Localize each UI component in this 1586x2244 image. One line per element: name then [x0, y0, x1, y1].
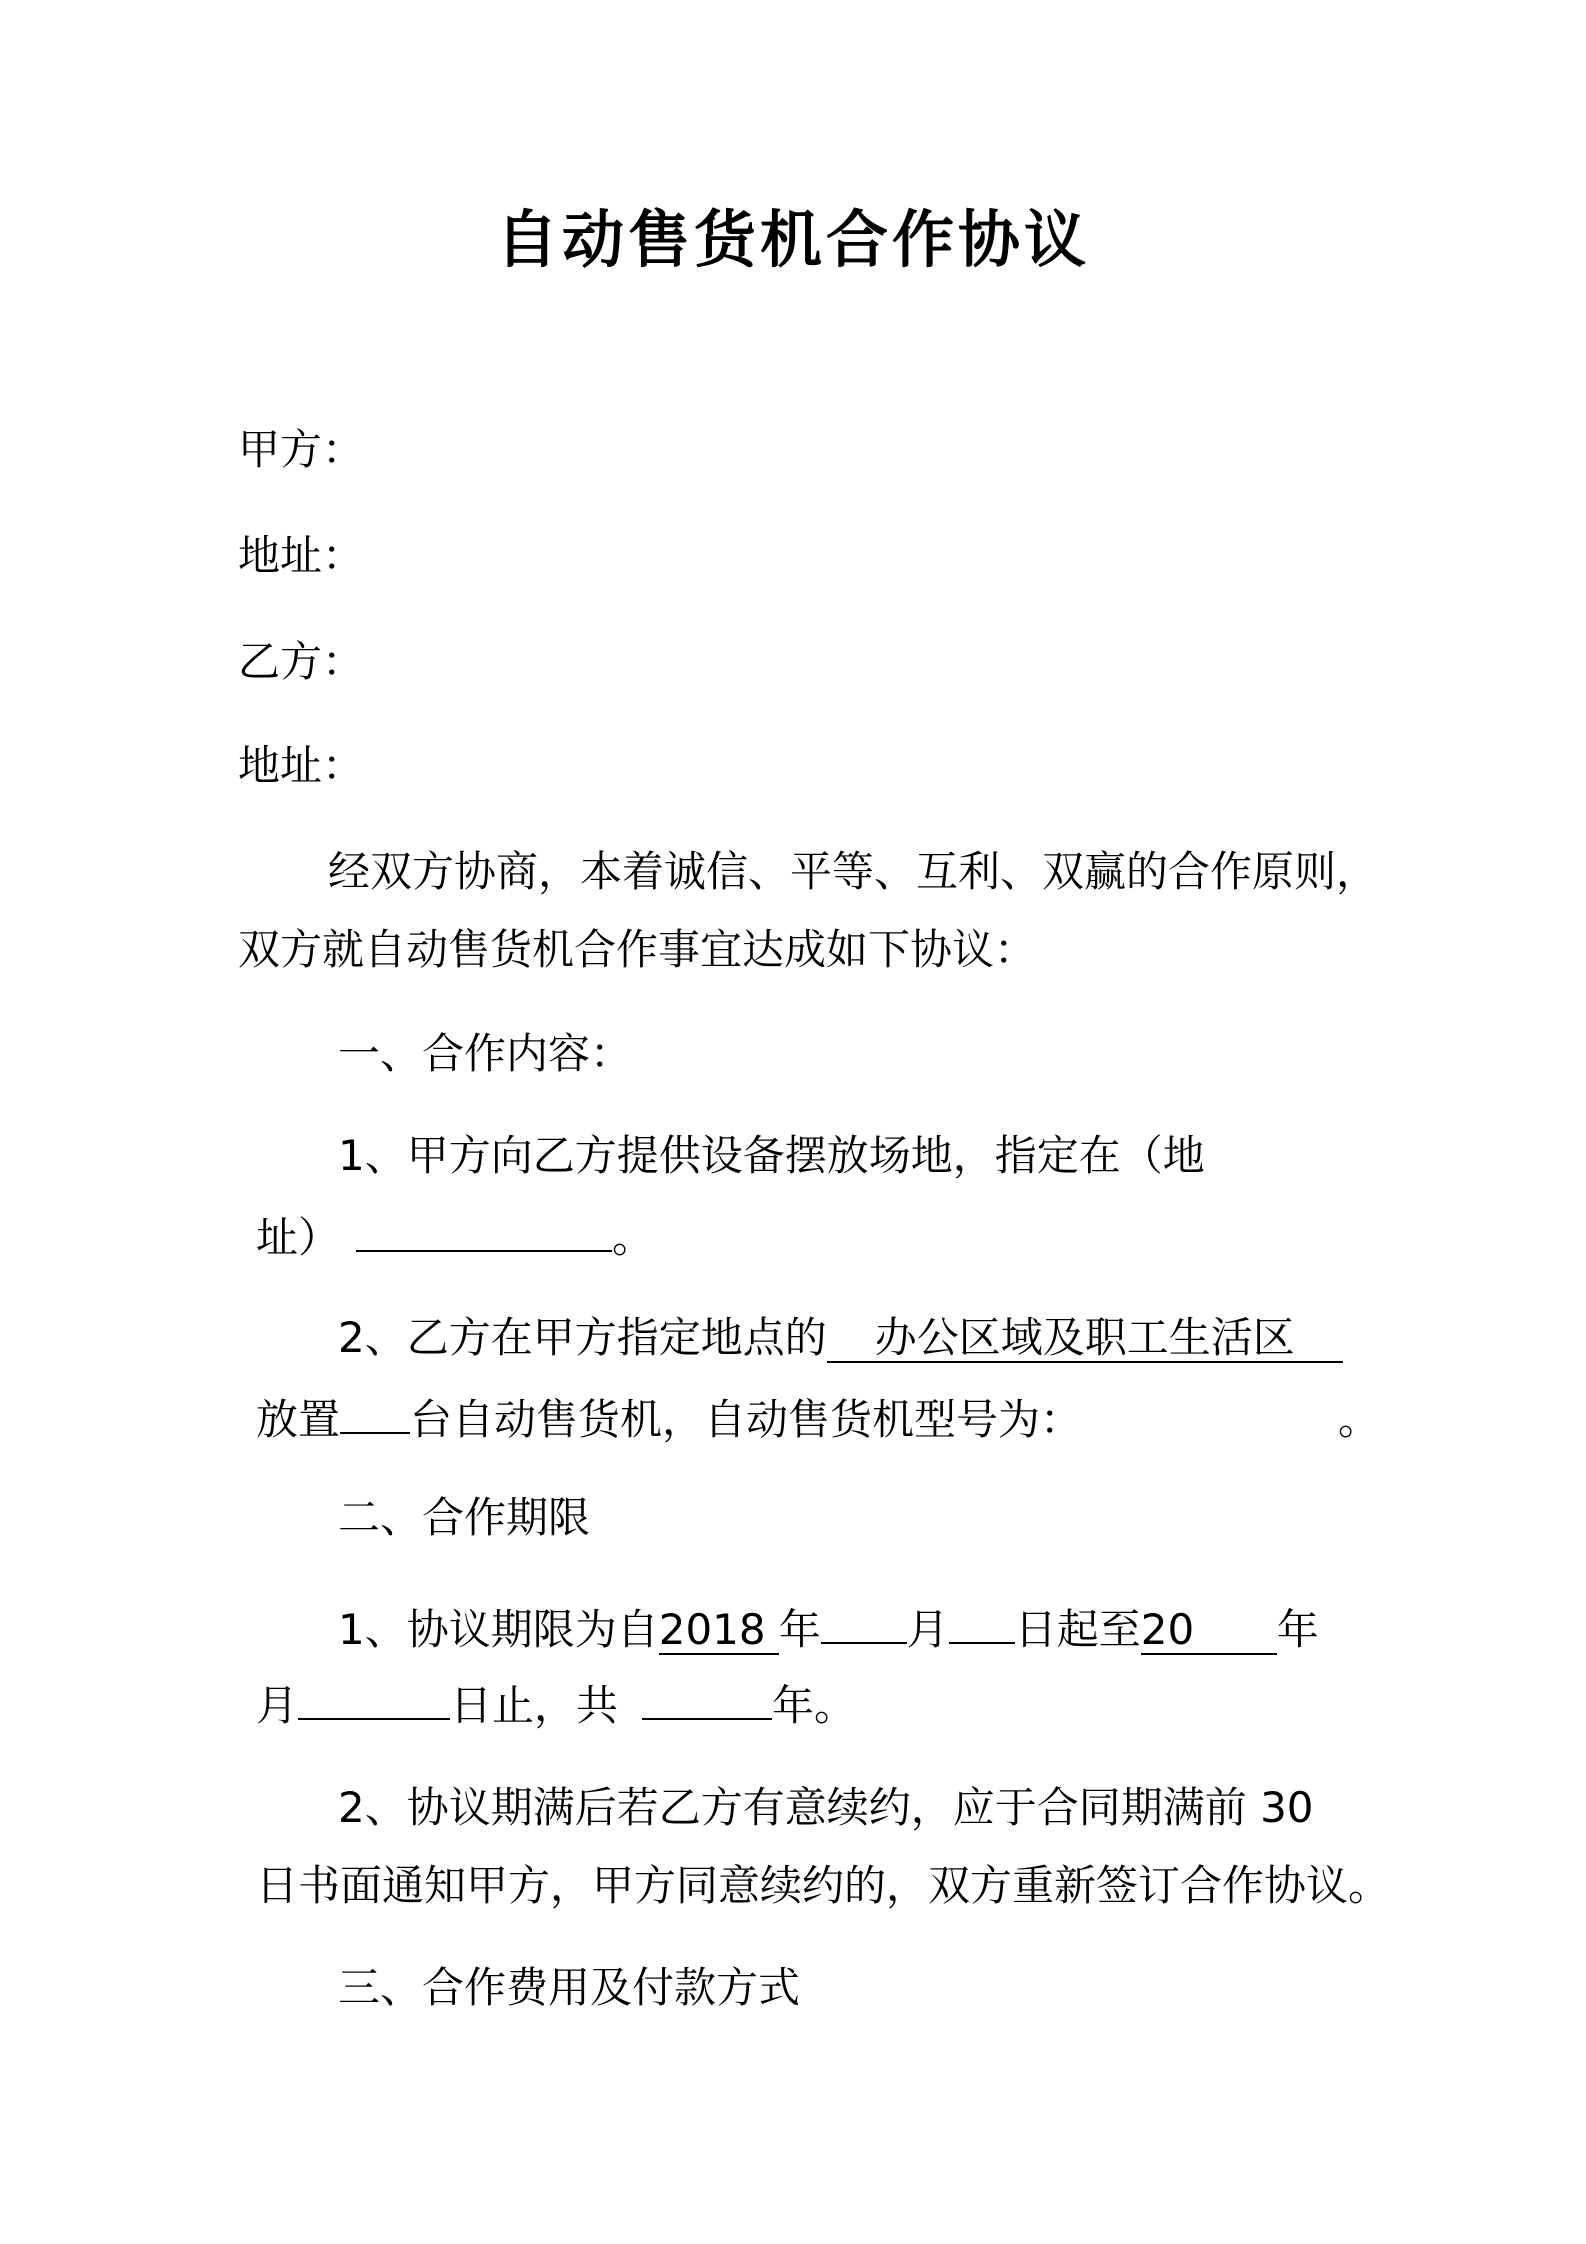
party-a-label: 甲方： [238, 425, 365, 474]
section-3-heading: 三、合作费用及付款方式 [338, 1963, 801, 2012]
start-day-label: 日起至 [1014, 1605, 1141, 1654]
total-years-label: 年。 [772, 1681, 857, 1730]
site-address-field[interactable] [356, 1204, 612, 1252]
term-prefix: 1、协议期限为自 [338, 1605, 659, 1654]
clause-2-1-line-2 [256, 1672, 856, 1734]
start-year-value: 2018 [658, 1605, 766, 1654]
end-year-prefix: 20 [1140, 1605, 1195, 1654]
start-year-field[interactable] [659, 1607, 779, 1655]
end-month-field[interactable] [298, 1672, 450, 1720]
total-years-field[interactable] [642, 1672, 772, 1720]
clause-1-1-line-2 [256, 1204, 654, 1266]
clause-1-2-mid: 台自动售货机，自动售货机型号为： [410, 1395, 1083, 1444]
clause-1-1-line-1: 1、甲方向乙方提供设备摆放场地，指定在（地 [338, 1131, 1205, 1180]
end-day-label: 日止，共 [450, 1681, 619, 1730]
end-year-label: 年 [1276, 1605, 1319, 1654]
clause-1-1-prefix: 址） [256, 1213, 341, 1262]
start-day-field[interactable] [949, 1596, 1015, 1644]
section-1-heading: 一、合作内容： [338, 1029, 633, 1078]
party-b-label: 乙方： [238, 637, 365, 686]
machine-count-field[interactable] [340, 1386, 410, 1434]
section-2-heading: 二、合作期限 [338, 1493, 591, 1542]
clause-1-2-prefix: 2、乙方在甲方指定地点的 [338, 1313, 827, 1362]
location-value: 办公区域及职工生活区 [874, 1313, 1295, 1362]
end-year-field[interactable] [1141, 1607, 1277, 1655]
start-year-label: 年 [778, 1605, 821, 1654]
page-title: 自动售货机合作协议 [495, 203, 1090, 276]
address-b-label: 地址： [238, 741, 365, 790]
clause-1-2-place-prefix: 放置 [256, 1395, 341, 1444]
preamble-line-1: 经双方协商，本着诚信、平等、互利、双赢的合作原则， [328, 847, 1379, 896]
address-a-label: 地址： [238, 531, 365, 580]
clause-1-2-line-1 [338, 1310, 1343, 1366]
start-month-label: 月 [906, 1605, 949, 1654]
location-field[interactable] [827, 1315, 1343, 1363]
clause-2-1-line-1 [338, 1596, 1319, 1658]
clause-1-1-suffix: 。 [612, 1213, 655, 1262]
clause-2-2-line-2: 日书面通知甲方，甲方同意续约的，双方重新签订合作协议。 [256, 1861, 1391, 1910]
end-month-label: 月 [256, 1681, 299, 1730]
clause-1-2-suffix: 。 [1338, 1395, 1381, 1444]
clause-1-2-line-2 [256, 1386, 1380, 1448]
preamble-line-2: 双方就自动售货机合作事宜达成如下协议： [238, 925, 1037, 974]
start-month-field[interactable] [821, 1596, 907, 1644]
clause-2-2-line-1: 2、协议期满后若乙方有意续约，应于合同期满前 30 [338, 1783, 1314, 1832]
